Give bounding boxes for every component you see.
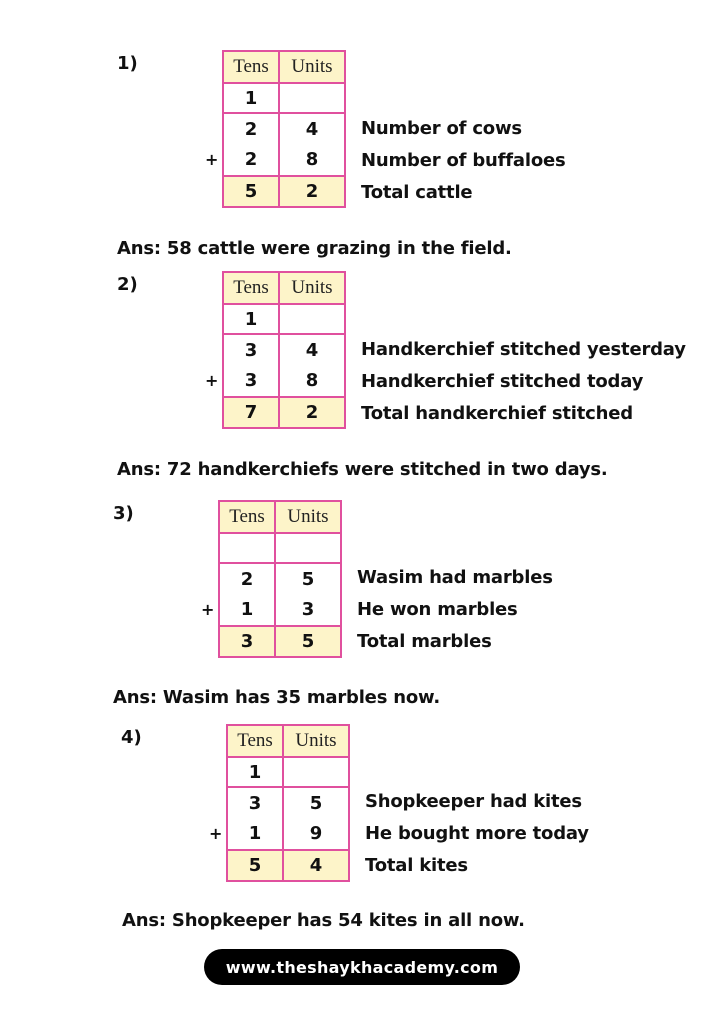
addend1-tens: 3 xyxy=(224,335,280,366)
tens-header: Tens xyxy=(224,273,280,303)
addend1-tens: 3 xyxy=(228,788,284,819)
total-tens: 3 xyxy=(220,627,276,656)
addend2-label: Number of buffaloes xyxy=(361,150,566,171)
addend2-units: 8 xyxy=(305,370,319,392)
addend1-label: Wasim had marbles xyxy=(357,567,553,588)
problem-4-number: 4) xyxy=(121,727,142,748)
total-label: Total handkerchief stitched xyxy=(361,403,633,424)
tens-header: Tens xyxy=(220,502,276,532)
total-label: Total marbles xyxy=(357,631,492,652)
header-row xyxy=(220,502,340,532)
total-units: 4 xyxy=(309,855,323,876)
addend1-units: 5 xyxy=(301,568,315,590)
carry-units xyxy=(280,84,344,112)
addend2-tens: 2 xyxy=(224,145,280,176)
carry-units xyxy=(276,534,340,562)
carry-tens: 1 xyxy=(224,84,280,112)
carry-units xyxy=(280,305,344,333)
addend1-label: Handkerchief stitched yesterday xyxy=(361,339,686,360)
addend2-tens: 1 xyxy=(228,819,284,850)
tens-header: Tens xyxy=(228,726,284,756)
total-tens: 7 xyxy=(224,398,280,427)
header-row xyxy=(224,273,344,303)
addend1-units: 4 xyxy=(305,118,319,140)
addend1-tens: 2 xyxy=(224,114,280,145)
plus-sign: + xyxy=(205,371,219,390)
total-units: 2 xyxy=(305,181,319,202)
addend2-units: 8 xyxy=(305,149,319,171)
carry-units xyxy=(284,758,348,786)
website-link[interactable]: www.theshaykhacademy.com xyxy=(204,949,520,985)
problem-4-answer: Ans: Shopkeeper has 54 kites in all now. xyxy=(122,910,525,931)
total-row xyxy=(228,849,348,880)
total-tens: 5 xyxy=(224,177,280,206)
problem-1-table xyxy=(222,50,346,208)
problem-1-answer: Ans: 58 cattle were grazing in the field. xyxy=(117,238,512,259)
total-label: Total cattle xyxy=(361,182,473,203)
units-header: Units xyxy=(291,277,333,298)
carry-row xyxy=(224,82,344,112)
plus-sign: + xyxy=(205,150,219,169)
problem-2-number: 2) xyxy=(117,274,138,295)
total-row xyxy=(224,175,344,206)
addends-block xyxy=(224,333,344,396)
total-tens: 5 xyxy=(228,851,284,880)
addend1-units: 5 xyxy=(309,792,323,814)
carry-tens: 1 xyxy=(228,758,284,786)
header-row xyxy=(228,726,348,756)
addends-block xyxy=(228,786,348,849)
carry-tens: 1 xyxy=(224,305,280,333)
addend1-label: Shopkeeper had kites xyxy=(365,791,582,812)
addend2-label: Handkerchief stitched today xyxy=(361,371,644,392)
units-header: Units xyxy=(291,56,333,77)
carry-tens xyxy=(220,534,276,562)
total-units: 5 xyxy=(301,631,315,652)
carry-row xyxy=(228,756,348,786)
total-row xyxy=(220,625,340,656)
plus-sign: + xyxy=(201,600,215,619)
total-label: Total kites xyxy=(365,855,468,876)
addend2-tens: 1 xyxy=(220,595,276,626)
addend1-tens: 2 xyxy=(220,564,276,595)
total-units: 2 xyxy=(305,402,319,423)
units-header: Units xyxy=(295,730,337,751)
problem-4-table xyxy=(226,724,350,882)
addend1-units: 4 xyxy=(305,339,319,361)
addend2-tens: 3 xyxy=(224,366,280,397)
addends-block xyxy=(220,562,340,625)
addend2-label: He bought more today xyxy=(365,823,589,844)
addend1-label: Number of cows xyxy=(361,118,522,139)
units-header: Units xyxy=(287,506,329,527)
addends-block xyxy=(224,112,344,175)
plus-sign: + xyxy=(209,824,223,843)
problem-1-number: 1) xyxy=(117,53,138,74)
carry-row xyxy=(224,303,344,333)
problem-3-number: 3) xyxy=(113,503,134,524)
header-row xyxy=(224,52,344,82)
problem-2-table xyxy=(222,271,346,429)
addend2-label: He won marbles xyxy=(357,599,518,620)
addend2-units: 3 xyxy=(301,599,315,621)
problem-3-table xyxy=(218,500,342,658)
problem-3-answer: Ans: Wasim has 35 marbles now. xyxy=(113,687,440,708)
carry-row xyxy=(220,532,340,562)
problem-2-answer: Ans: 72 handkerchiefs were stitched in two days. xyxy=(117,459,608,480)
tens-header: Tens xyxy=(224,52,280,82)
addend2-units: 9 xyxy=(309,823,323,845)
total-row xyxy=(224,396,344,427)
